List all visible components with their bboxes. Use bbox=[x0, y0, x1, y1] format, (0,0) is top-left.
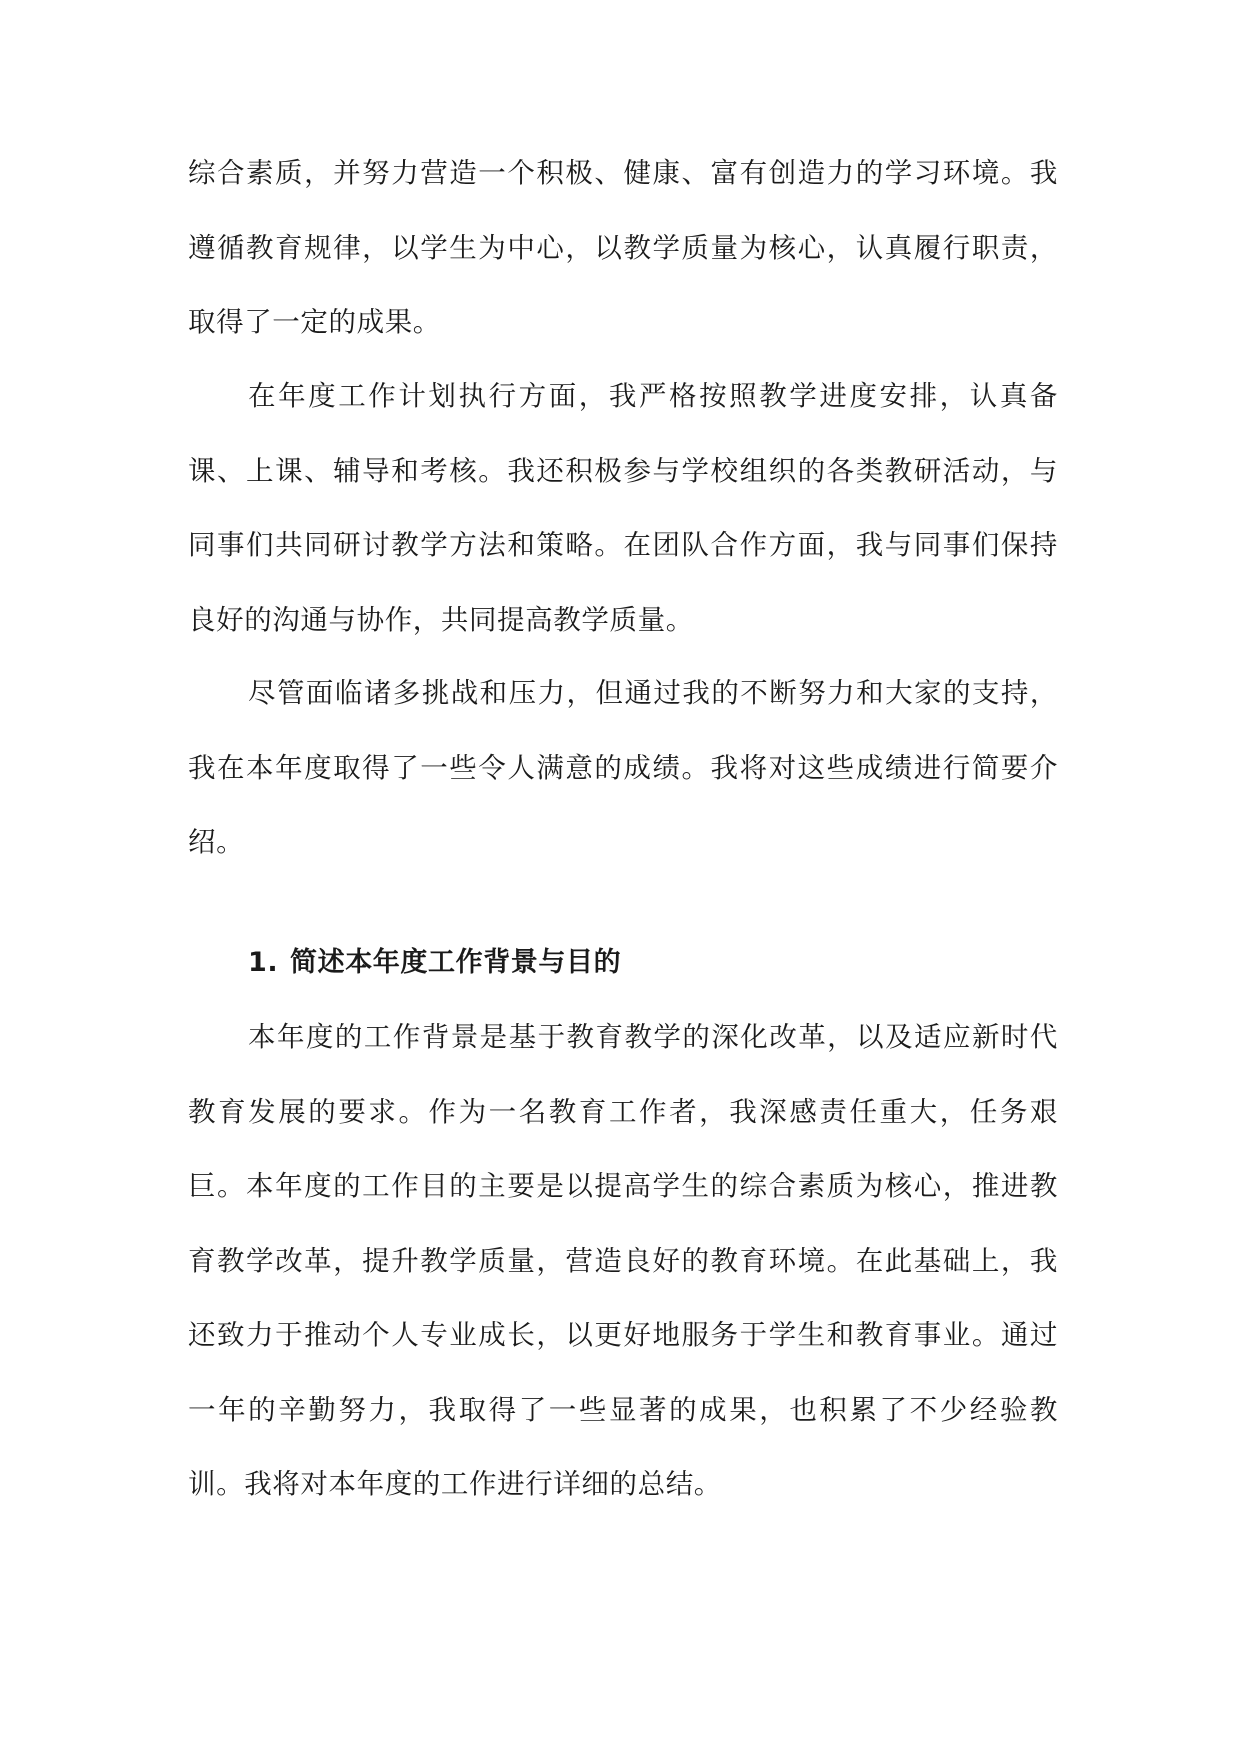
paragraph-achievements: 尽管面临诸多挑战和压力，但通过我的不断努力和大家的支持，我在本年度取得了一些令人满意的成绩。我将对这些成绩进行简要介绍。 bbox=[188, 677, 1058, 858]
paragraph-intro-continued: 综合素质，并努力营造一个积极、健康、富有创造力的学习环境。我遵循教育规律，以学生为中心，以教学质量为核心，认真履行职责，取得了一定的成果。 bbox=[188, 157, 1058, 338]
paragraph-work-plan: 在年度工作计划执行方面，我严格按照教学进度安排，认真备课、上课、辅导和考核。我还积极参与学校组织的各类教研活动，与同事们共同研讨教学方法和策略。在团队合作方面，我与同事们保持良好的沟通与协作，共同提高教学质量。 bbox=[188, 380, 1058, 636]
paragraph-background-purpose: 本年度的工作背景是基于教育教学的深化改革，以及适应新时代教育发展的要求。作为一名教育工作者，我深感责任重大，任务艰巨。本年度的工作目的主要是以提高学生的综合素质为核心，推进教育教学改革，提升教学质量，营造良好的教育环境。在此基础上，我还致力于推动个人专业成长，以更好地服务于学生和教育事业。通过一年的辛勤努力，我取得了一些显著的成果，也积累了不少经验教训。我将对本年度的工作进行详细的总结。 bbox=[188, 1021, 1058, 1500]
section-number: 1. bbox=[248, 947, 279, 978]
section-title: 简述本年度工作背景与目的 bbox=[290, 947, 622, 978]
section-heading bbox=[248, 926, 621, 1000]
